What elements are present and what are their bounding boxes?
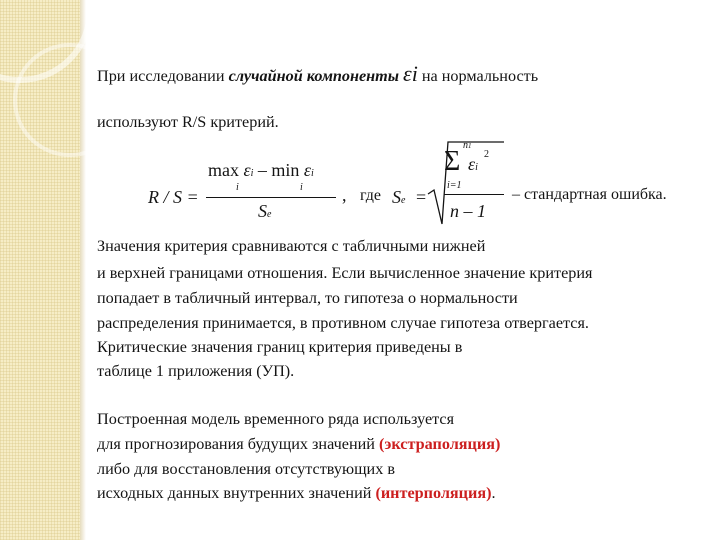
min-label: – min (257, 160, 300, 180)
intro-bold-term: случайной компоненты (228, 67, 399, 85)
epsilon-symbol: εi (403, 61, 418, 86)
intro-suffix: на нормальность (421, 67, 539, 85)
paragraph3-line-4-text: исходных данных внутренних значений (97, 484, 376, 502)
paragraph3-line-1: Построенная модель временного ряда используется (97, 410, 455, 428)
sum-term (468, 154, 478, 175)
se-lhs: S (392, 187, 401, 207)
sum-upper (463, 140, 472, 151)
sum-upper-sub: 1 (468, 142, 472, 150)
formula-comma: , (342, 185, 347, 205)
se-sub: e (267, 209, 272, 220)
paragraph3-line-4-period: . (491, 484, 496, 502)
sum-upper-n: n (463, 140, 468, 151)
paragraph3-line-3: либо для восстановления отсутствующих в (97, 460, 395, 478)
fraction-bar-left (206, 197, 336, 198)
intro-line-1 (97, 62, 538, 88)
paragraph2-line-6: таблице 1 приложения (УП). (97, 362, 295, 380)
min-subscript: i (300, 182, 303, 193)
sum-power: 2 (484, 149, 489, 160)
paragraph3-line-2-text: для прогнозирования будущих значений (97, 435, 379, 453)
epsilon-1-sub: i (250, 168, 254, 179)
decorative-circles-icon (0, 0, 90, 160)
fraction-bar-right (444, 194, 504, 195)
interpolation-highlight: (интерполяция) (375, 484, 492, 502)
formula-caption: – стандартная ошибка. (512, 186, 667, 203)
paragraph2-line-3: попадает в табличный интервал, то гипотеза о нормальности (97, 289, 518, 307)
formula-se (392, 187, 405, 208)
se-lhs-sub: e (401, 195, 406, 206)
extrapolation-highlight: (экстраполяция) (378, 435, 501, 453)
paragraph2-line-4: распределения принимается, в противном случае гипотеза отвергается. (97, 314, 589, 332)
sum-sign: Σ (444, 146, 461, 177)
max-subscript: i (236, 182, 239, 193)
intro-prefix: При исследовании (97, 67, 229, 85)
paragraph2-line-1: Значения критерия сравниваются с табличными нижней (97, 237, 486, 255)
intro-line-2: используют R/S критерий. (97, 113, 279, 131)
formula-where: где (360, 187, 382, 204)
paragraph2-line-5: Критические значения границ критерия приведены в (97, 338, 463, 356)
sum-lower: i=1 (447, 180, 462, 191)
epsilon-2-sub: i (310, 168, 314, 179)
epsilon-2: ε (303, 160, 311, 180)
paragraph2-line-2: и верхней границами отношения. Если вычисленное значение критерия (97, 264, 593, 282)
denominator-right: n – 1 (450, 201, 486, 221)
formula-equals: = (416, 187, 427, 207)
epsilon-1: ε (243, 160, 251, 180)
formula-denominator (258, 201, 271, 222)
sum-epsilon-sub: i (475, 162, 478, 173)
paragraph3-line-2 (97, 432, 500, 456)
max-label: max (208, 160, 239, 180)
sum-epsilon: ε (468, 154, 476, 174)
formula-numerator (208, 160, 314, 181)
formula-lhs: R / S = (148, 187, 199, 207)
paragraph3-line-4 (97, 481, 496, 505)
se-symbol: S (258, 201, 267, 221)
